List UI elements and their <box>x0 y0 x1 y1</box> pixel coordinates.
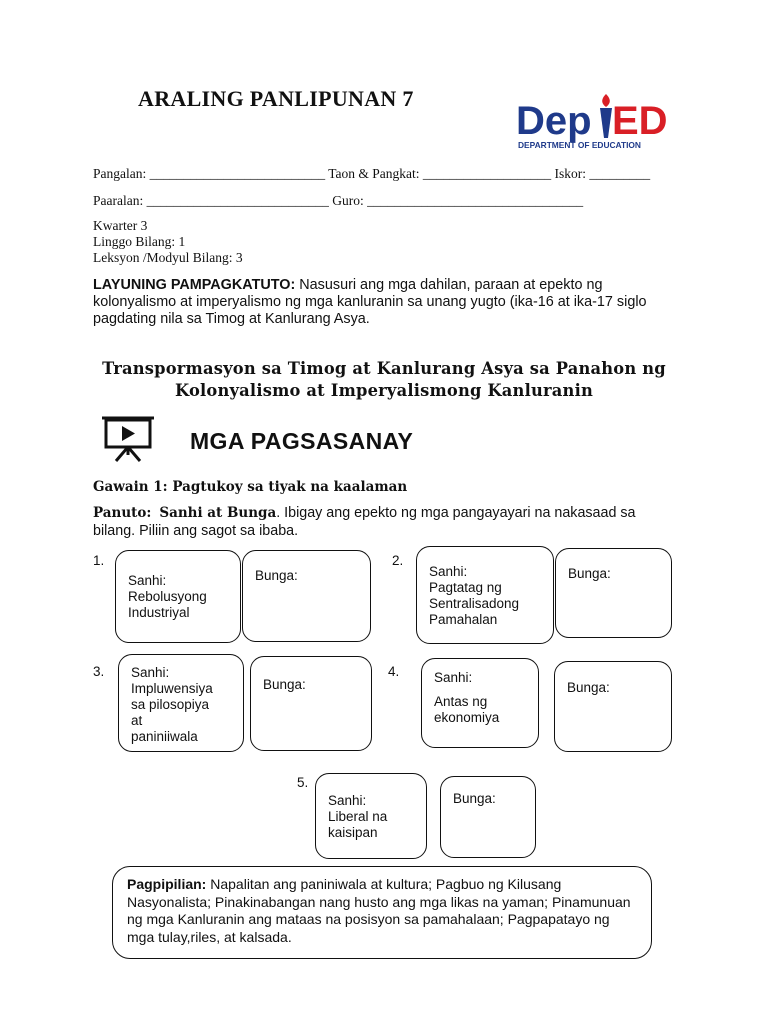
cause-text: Pamahalan <box>429 612 498 627</box>
item-number: 2. <box>392 553 404 568</box>
effect-label: Bunga: <box>263 677 306 692</box>
lesson-label: Leksyon /Modyul Bilang: 3 <box>93 250 243 265</box>
effect-label: Bunga: <box>453 791 496 806</box>
effect-label: Bunga: <box>255 568 298 583</box>
section-title: MGA PAGSASANAY <box>190 428 414 454</box>
cause-text: Liberal na <box>328 809 388 824</box>
torch-icon <box>600 94 612 138</box>
effect-box[interactable] <box>554 661 672 752</box>
module-info <box>93 218 243 266</box>
cause-box <box>118 654 244 752</box>
cause-label: Sanhi: <box>328 793 367 808</box>
effect-box[interactable] <box>555 548 672 638</box>
item-number: 5. <box>297 775 309 790</box>
cause-box <box>315 773 427 859</box>
choices-box <box>112 866 652 959</box>
effect-box[interactable] <box>242 550 371 642</box>
logo-ed-text: ED <box>612 99 668 143</box>
week-label: Linggo Bilang: 1 <box>93 234 186 249</box>
cause-text: Industriyal <box>128 605 190 620</box>
cause-box <box>115 550 241 643</box>
cause-text: Pagtatag ng <box>429 580 502 595</box>
effect-box[interactable] <box>440 776 536 858</box>
deped-logo <box>514 92 674 152</box>
learning-objective <box>93 277 683 328</box>
cause-text: Impluwensiya <box>131 681 213 696</box>
topic-line-1: Transpormasyon sa Timog at Kanlurang Asya sa Panahon ng <box>102 359 666 378</box>
topic-line-2: Kolonyalismo at Imperyalismong Kanluranin <box>174 381 593 400</box>
presentation-board-icon <box>100 415 156 463</box>
instructions-bold: Sanhi at Bunga <box>159 505 277 521</box>
cause-text: Antas ng <box>434 694 488 709</box>
objective-label: LAYUNING PAMPAGKATUTO: <box>93 277 296 293</box>
cause-text: ekonomiya <box>434 710 500 725</box>
effect-label: Bunga: <box>567 680 610 695</box>
item-number: 3. <box>93 664 105 679</box>
cause-text: at <box>131 713 143 728</box>
cause-label: Sanhi: <box>131 665 170 680</box>
item-number: 4. <box>388 664 400 679</box>
instructions-label: Panuto: <box>93 505 152 521</box>
choices-text: Napalitan ang paniniwala at kultura; Pagbuo ng Kilusang Nasyonalista; Pinakinabangan nang husto ang mga likas na yaman; Pinamunuan ng mga Kanluranin ang mataas na posisyon sa pamahalaan; Pagpapatayo ng mga tulay,riles, at kalsada. <box>127 876 631 945</box>
choices-label: Pagpipilian: <box>127 876 207 892</box>
cause-label: Sanhi: <box>429 564 468 579</box>
cause-text: kaisipan <box>328 825 378 840</box>
logo-dep-text: Dep <box>516 99 592 143</box>
cause-box <box>421 658 539 748</box>
effect-box[interactable] <box>250 656 372 751</box>
objective-text: Nasusuri ang mga dahilan, paraan at epekto ng kolonyalismo at imperyalismo ng mga kanluranin sa unang yugto (ika-16 at ika-17 siglo pagdating nila sa Timog at Kanlurang Asya. <box>93 277 647 327</box>
school-teacher-line: Paaralan: ___________________________ Guro: ________________________________ <box>93 193 584 208</box>
instructions-text: . Ibigay ang epekto ng mga pangayayari na nakasaad sa bilang. Piliin ang sagot sa ibaba. <box>93 505 636 539</box>
instructions <box>93 504 678 540</box>
cause-text: paniniiwala <box>131 729 198 744</box>
cause-label: Sanhi: <box>128 573 167 588</box>
quarter-label: Kwarter 3 <box>93 218 148 233</box>
spacer <box>434 686 526 694</box>
effect-label: Bunga: <box>568 566 611 581</box>
worksheet-title: ARALING PANLIPUNAN 7 <box>138 86 414 111</box>
logo-subtitle: DEPARTMENT OF EDUCATION <box>518 140 641 150</box>
cause-text: sa pilosopiya <box>131 697 210 712</box>
cause-label: Sanhi: <box>434 670 473 685</box>
cause-text: Rebolusyong <box>128 589 207 604</box>
item-number: 1. <box>93 553 105 568</box>
lesson-topic <box>70 358 698 402</box>
cause-text: Sentralisadong <box>429 596 520 611</box>
name-grade-score-line: Pangalan: __________________________ Taon & Pangkat: ___________________ Iskor: _________ <box>93 166 651 181</box>
task-heading: Gawain 1: Pagtukoy sa tiyak na kaalaman <box>93 479 408 495</box>
cause-box <box>416 546 554 644</box>
